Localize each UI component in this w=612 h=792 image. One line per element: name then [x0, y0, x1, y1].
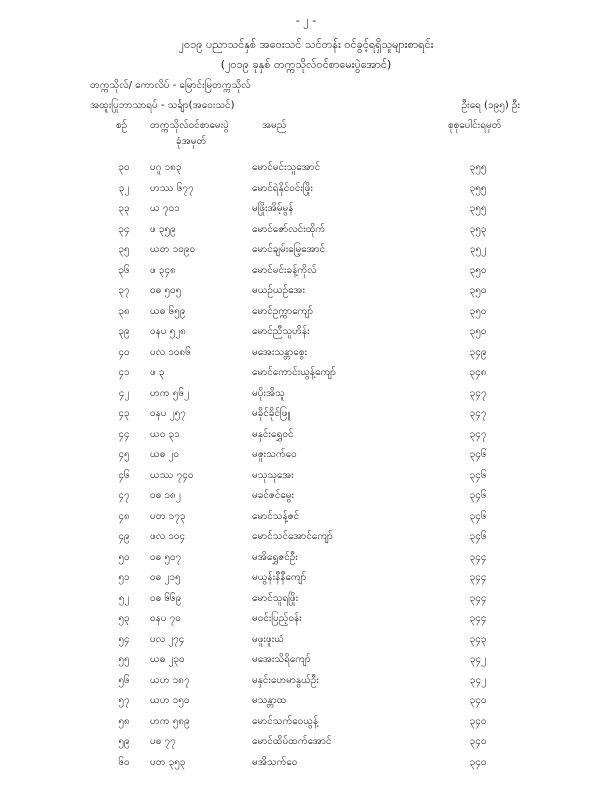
total-marks: ၃၄၆: [469, 531, 487, 542]
row-number: ၃၈: [118, 305, 130, 317]
table-row: [0, 671, 612, 692]
student-name: မောင်ဇော်လင်းထိုက်: [252, 223, 326, 235]
roll-number: ယဟ ၁၈၇: [150, 674, 190, 686]
row-number: ၆၀: [118, 756, 130, 768]
total-marks: ၃၅၅: [469, 182, 487, 194]
row-number: ၄၂: [118, 387, 130, 399]
roll-number: ဝနပ ၂၅၇: [150, 408, 186, 419]
row-number: ၃၉: [118, 326, 130, 337]
roll-number: ဝဓ ၅၀၅: [150, 285, 182, 296]
roll-number: ယဓ ၂၃၀: [150, 654, 185, 665]
student-table: [0, 158, 612, 773]
roll-number: ဝနပ ၅၂၈: [150, 326, 186, 337]
row-number: ၃၇: [118, 285, 130, 296]
row-number: ၅၅: [118, 654, 130, 665]
student-name: မောင်သူရဖြိုး: [252, 592, 299, 604]
roll-number: ပဓ ၇၇: [150, 736, 176, 747]
row-number: ၄၉: [118, 531, 130, 542]
total-marks: ၃၅၀: [469, 326, 487, 337]
table-row: [0, 343, 612, 364]
row-number: ၅၃: [118, 613, 130, 624]
header-roll-sub: ခုံအမှတ်: [176, 136, 207, 147]
table-row: [0, 527, 612, 548]
table-row: [0, 404, 612, 425]
student-name: မပိုးအိသူ: [252, 387, 285, 399]
table-row: [0, 384, 612, 405]
roll-number: ပတ ၃၅၃: [150, 756, 186, 768]
table-row: [0, 609, 612, 630]
total-marks: ၃၄၈: [469, 367, 487, 378]
row-number: ၅၆: [118, 674, 130, 686]
roll-number: ဖလ ၁၀၄: [150, 531, 186, 542]
table-row: [0, 548, 612, 569]
row-number: ၃၄: [118, 223, 130, 235]
roll-number: ဟက ၅၈၉: [150, 715, 190, 727]
roll-number: ဖ ၃၄၈: [150, 264, 176, 276]
table-row: [0, 568, 612, 589]
student-name: မောင်ဥက္ကာကျော်: [252, 305, 314, 317]
row-number: ၄၀: [118, 346, 130, 358]
row-number: ၃၃: [118, 203, 130, 214]
roll-number: ဖ ၃၅၉: [150, 223, 176, 235]
student-name: မသုသုအေး: [252, 469, 294, 481]
table-row: [0, 589, 612, 610]
total-marks: ၃၅၅: [469, 203, 487, 214]
total-marks: ၃၄၀: [469, 695, 487, 706]
roll-number: ယဓ ၆၅၉: [150, 305, 186, 317]
total-marks: ၃၄၀: [469, 715, 487, 727]
roll-number: ယတ ၁၀၉၀: [150, 244, 196, 255]
student-name: မအိသက်ဝေ: [252, 756, 298, 768]
table-row: [0, 281, 612, 302]
total-marks: ၃၅၀: [469, 305, 487, 317]
student-name: မောင်သန့်ဇင်: [252, 510, 300, 522]
header-roll: တက္ကသိုလ်ဝင်စာမေးပွဲ: [150, 120, 229, 131]
table-row: [0, 507, 612, 528]
student-name: မယဉ်ယဉ်အေး: [252, 285, 305, 296]
total-marks: ၃၅၂: [469, 244, 487, 255]
roll-number: ဟက ၅၆၂: [150, 387, 189, 399]
total-marks: ၃၄၆: [469, 490, 487, 501]
total-marks: ၃၄၄: [469, 551, 487, 563]
total-marks: ၃၄၄: [469, 572, 487, 583]
table-row: [0, 630, 612, 651]
document-title: ၂၀၁၉ ပညာသင်နှစ် အဝေးသင် သင်တန်း ဝင်ခွင့်ရရှိသူများစာရင်း: [178, 38, 434, 51]
total-marks: ၃၅၀: [469, 285, 487, 296]
table-row: [0, 445, 612, 466]
student-name: မောင်သင်အောင်ကျော်: [252, 531, 333, 542]
row-number: ၃၂: [118, 182, 130, 194]
table-row: [0, 712, 612, 733]
total-marks: ၃၄၆: [469, 469, 487, 481]
total-marks: ၃၄၆: [469, 510, 487, 522]
header-marks: စုစုပေါင်းရမှတ်: [448, 120, 502, 131]
total-marks: ၃၄၂: [469, 674, 487, 686]
student-name: မောင်ထိပ်ထက်အောင်: [252, 736, 332, 747]
total-marks: ၃၄၂: [469, 654, 487, 665]
total-marks: ၃၄၀: [469, 736, 487, 747]
roll-number: ဝဓ ၁၈၂: [150, 490, 181, 501]
table-row: [0, 220, 612, 241]
row-number: ၄၅: [118, 449, 130, 460]
student-name: မခိုင်ခိုင်ဖြူ: [252, 408, 291, 419]
table-row: [0, 363, 612, 384]
page-number: - ၂ -: [295, 14, 317, 27]
row-number: ၄၇: [118, 490, 130, 501]
row-number: ၃၀: [118, 162, 130, 173]
subject-label: အထူးပြုဘာသာရပ် - သင်္ချာ(အဝေးသင်): [90, 100, 235, 111]
total-marks: ၃၅၃: [469, 223, 487, 235]
total-marks: ၃၄၇: [469, 408, 487, 419]
table-row: [0, 425, 612, 446]
table-row: [0, 466, 612, 487]
roll-number: ဖ ၃: [150, 367, 165, 378]
row-number: ၅၀: [118, 551, 130, 563]
row-number: ၄၆: [118, 469, 130, 481]
roll-number: ယဓ ၂၀: [150, 449, 180, 460]
table-row: [0, 158, 612, 179]
row-number: ၄၈: [118, 510, 130, 522]
table-row: [0, 732, 612, 753]
row-number: ၃၅: [118, 244, 130, 255]
table-row: [0, 753, 612, 774]
student-name: မောင်မင်းခန့်ကိုလ်: [252, 264, 317, 276]
row-number: ၅၄: [118, 633, 130, 645]
row-number: ၅၁: [118, 572, 130, 583]
student-name: မခင်ဇင်မွေး: [252, 490, 295, 501]
student-name: မနှင်းရွှေဝင်: [252, 428, 294, 440]
total-marks: ၃၄၄: [469, 592, 487, 604]
total-marks: ၃၅၅: [469, 162, 487, 173]
total-marks: ၃၄၆: [469, 449, 487, 460]
student-name: မအိရွှေဇင်ဦး: [252, 551, 298, 563]
total-marks: ၃၄၉: [469, 346, 487, 358]
student-name: မောင်ညီသူဟိန်း: [252, 326, 310, 337]
row-number: ၅၉: [118, 736, 130, 747]
student-name: မောင်ချမ်းမြေ့အောင်: [252, 244, 326, 255]
header-no: စဉ်: [116, 120, 128, 131]
row-number: ၅၂: [118, 592, 130, 604]
cutoff-label: ဦးရေ (၁၉၅) ဦး: [461, 100, 520, 111]
total-marks: ၃၄၇: [469, 387, 487, 399]
total-marks: ၃၅၀: [469, 264, 487, 276]
roll-number: ပလ ၁၀၈၆: [150, 346, 191, 358]
table-row: [0, 240, 612, 261]
roll-number: ယ ၇၀၁: [150, 203, 180, 214]
student-name: မောင်မင်းသူအောင်: [252, 162, 321, 173]
table-row: [0, 650, 612, 671]
roll-number: ဝဓ ၂၁၅: [150, 572, 181, 583]
total-marks: ၃၄၇: [469, 428, 487, 440]
student-name: မဇူးသက်ဝေ: [252, 449, 297, 460]
total-marks: ၃၄၃: [469, 633, 487, 645]
table-row: [0, 261, 612, 282]
total-marks: ၃၄၀: [469, 756, 487, 768]
student-name: မအေးသန္တာစွေး: [252, 346, 308, 358]
row-number: ၅၈: [118, 715, 130, 727]
row-number: ၄၁: [118, 367, 130, 378]
roll-number: ဝနပ ၇၀: [150, 613, 181, 624]
student-name: မယွန်းနီနီကျော်: [252, 572, 307, 583]
student-name: မဖူးဖူးယံ: [252, 633, 284, 645]
row-number: ၃၆: [118, 264, 130, 276]
roll-number: ဟဿ ၆၇၇: [150, 182, 194, 194]
roll-number: ပဂူ ၁၈၃: [150, 162, 182, 173]
roll-number: ဝဓ ၅၀၇: [150, 551, 182, 563]
row-number: ၅၇: [118, 695, 130, 706]
table-row: [0, 691, 612, 712]
roll-number: ပလ ၂၇၄: [150, 633, 185, 645]
university-label: တက္ကသိုလ်/ ကောလိပ် - မြောင်းမြတက္ကသိုလ်: [90, 80, 251, 91]
student-name: မသန္တာထ: [252, 695, 287, 706]
document-subtitle: (၂၀၁၉ ခုနှစ် တက္ကသိုလ်ဝင်စာမေးပွဲအောင်): [220, 58, 392, 71]
roll-number: ပတ ၁၇၃: [150, 510, 186, 522]
student-name: မဝင်းပြည့်ဝန်း: [252, 613, 302, 624]
row-number: ၄၄: [118, 428, 130, 440]
table-row: [0, 302, 612, 323]
roll-number: ယဝ ၃၁: [150, 428, 180, 440]
roll-number: ယဟ ၁၅၀: [150, 695, 190, 706]
header-name: အမည်: [262, 120, 287, 131]
table-row: [0, 199, 612, 220]
student-name: မနှင်းဟေမာနွယ်ဦး: [252, 674, 319, 686]
row-number: ၄၃: [118, 408, 130, 419]
student-name: မောင်သက်ဝေယွန့်: [252, 715, 319, 727]
table-row: [0, 179, 612, 200]
student-name: မဖြိုးအိမ့်မွန်: [252, 203, 294, 214]
table-row: [0, 322, 612, 343]
roll-number: ဝဓ ၆၆၉: [150, 592, 182, 604]
student-name: မောင်ကောင်းယွန့်ကျော်: [252, 367, 337, 378]
student-name: မအေးသိရိကျော်: [252, 654, 311, 665]
roll-number: ယဿ ၇၄၀: [150, 469, 194, 481]
table-row: [0, 486, 612, 507]
student-name: မောင်ရဲနိုင်ဝင်းဖြိုး: [252, 182, 313, 194]
total-marks: ၃၄၄: [469, 613, 487, 624]
